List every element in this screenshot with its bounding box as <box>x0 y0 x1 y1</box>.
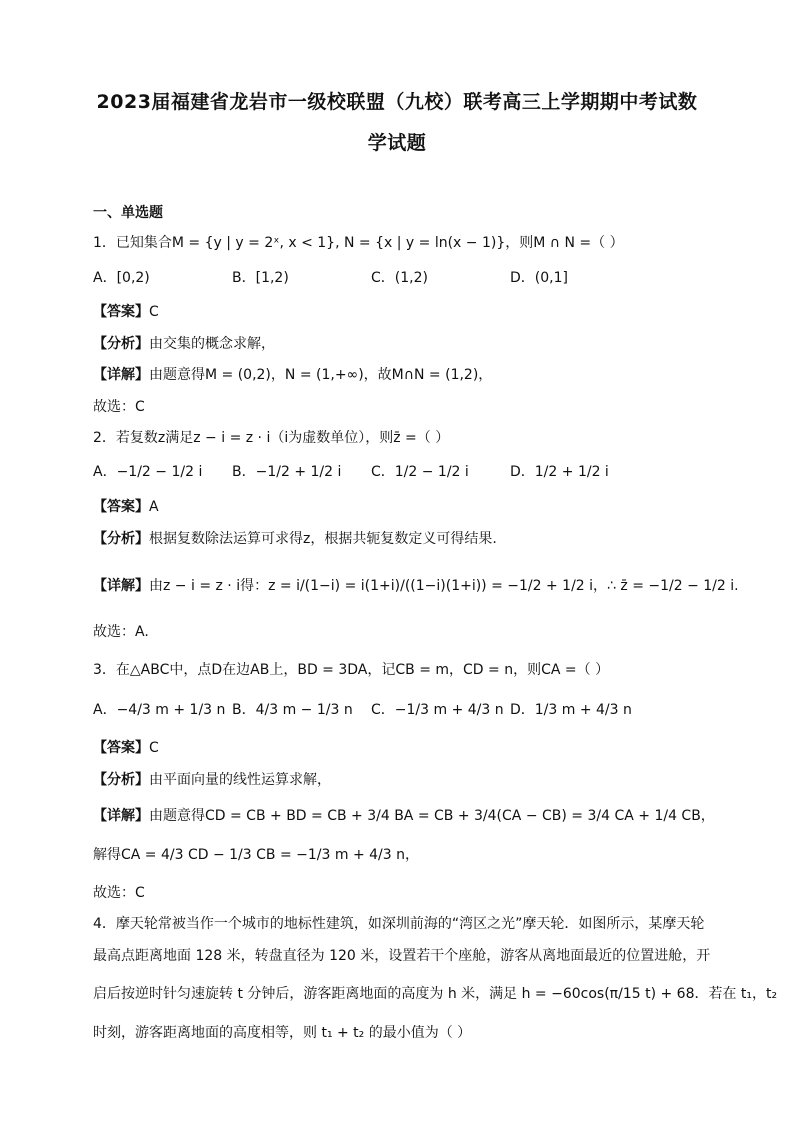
q1-choose-row <box>93 397 145 417</box>
q2-option-d: D．1/2 + 1/2 i <box>510 464 609 480</box>
q1-detail-row <box>93 365 492 385</box>
q3-detail-1: 由题意得CD = CB + BD = CB + 3/4 BA = CB + 3/4(CA − CB) = 3/4 CA + 1/4 CB， <box>149 808 715 824</box>
analysis-label: 【分析】 <box>93 772 149 788</box>
q2-option-c: C．1/2 − 1/2 i <box>371 464 469 480</box>
analysis-label: 【分析】 <box>93 336 149 352</box>
q1-option-b: B．[1,2) <box>232 270 289 286</box>
q4-line-4: 时刻，游客距离地面的高度相等，则 t₁ + t₂ 的最小值为（ ） <box>93 1025 472 1041</box>
section-heading: 一、单选题 <box>93 205 163 221</box>
q4-line-1: 4．摩天轮常被当作一个城市的地标性建筑，如深圳前海的“湾区之光”摩天轮．如图所示，某摩天轮 <box>93 916 705 932</box>
q1-answer-row <box>93 302 159 322</box>
q1-choose: C <box>135 399 145 415</box>
q3-stem: 3．在△ABC中，点D在边AB上，BD = 3DA，记CB = m，CD = n，则CA =（ ） <box>93 662 610 678</box>
q2-answer: A <box>149 499 159 515</box>
q2-stem: 2．若复数z满足z − i = z · i（i为虚数单位），则z̄ =（ ） <box>93 430 450 446</box>
q1-stem: 1．已知集合M = {y | y = 2ˣ, x < 1}, N = {x | y = ln(x − 1)}，则M ∩ N =（ ） <box>93 235 624 251</box>
answer-label: 【答案】 <box>93 740 149 756</box>
choose-label: 故选： <box>93 399 135 415</box>
q2-analysis: 根据复数除法运算可求得z，根据共轭复数定义可得结果. <box>149 531 497 547</box>
q2-choose-row <box>93 622 149 642</box>
q1-answer: C <box>149 304 159 320</box>
analysis-label: 【分析】 <box>93 531 149 547</box>
q1-option-a: A．[0,2) <box>93 270 150 286</box>
detail-label: 【详解】 <box>93 367 149 383</box>
q3-analysis: 由平面向量的线性运算求解， <box>149 772 331 788</box>
q3-option-a: A．−4/3 m + 1/3 n <box>93 702 226 718</box>
q3-detail-row <box>93 806 715 826</box>
q4-line-3: 启后按逆时针匀速旋转 t 分钟后，游客距离地面的高度为 h 米，满足 h = −60cos(π/15 t) + 68．若在 t₁，t₂ <box>93 986 778 1002</box>
q1-analysis-row <box>93 334 275 354</box>
q3-option-d: D．1/3 m + 4/3 n <box>510 702 632 718</box>
doc-title-line2: 学试题 <box>367 132 427 154</box>
q1-option-c: C．(1,2) <box>371 270 428 286</box>
q3-analysis-row <box>93 770 331 790</box>
q3-answer-row <box>93 738 159 758</box>
q2-option-a: A．−1/2 − 1/2 i <box>93 464 203 480</box>
choose-label: 故选： <box>93 885 135 901</box>
q4-line-2: 最高点距离地面 128 米，转盘直径为 120 米，设置若干个座舱，游客从离地面最近的位置进舱，开 <box>93 948 711 964</box>
q2-detail: 由z − i = z · i得：z = i/(1−i) = i(1+i)/((1−i)(1+i)) = −1/2 + 1/2 i，∴ z̄ = −1/2 − 1/2 i. <box>149 578 739 594</box>
q3-option-c: C．−1/3 m + 4/3 n <box>371 702 504 718</box>
q1-option-d: D．(0,1] <box>510 270 568 286</box>
q2-option-b: B．−1/2 + 1/2 i <box>232 464 342 480</box>
q3-answer: C <box>149 740 159 756</box>
detail-label: 【详解】 <box>93 808 149 824</box>
doc-title-line1: 2023届福建省龙岩市一级校联盟（九校）联考高三上学期期中考试数 <box>96 91 698 113</box>
q3-option-b: B．4/3 m − 1/3 n <box>232 702 353 718</box>
q2-choose: A. <box>135 624 149 640</box>
q3-choose-row <box>93 883 145 903</box>
choose-label: 故选： <box>93 624 135 640</box>
q3-detail-2: 解得CA = 4/3 CD − 1/3 CB = −1/3 m + 4/3 n， <box>93 847 419 863</box>
detail-label: 【详解】 <box>93 578 149 594</box>
answer-label: 【答案】 <box>93 304 149 320</box>
q2-detail-row <box>93 576 739 596</box>
q1-detail: 由题意得M = (0,2)，N = (1,+∞)，故M∩N = (1,2)， <box>149 367 493 383</box>
q3-choose: C <box>135 885 145 901</box>
q2-answer-row <box>93 497 159 517</box>
q1-analysis: 由交集的概念求解， <box>149 336 275 352</box>
answer-label: 【答案】 <box>93 499 149 515</box>
q2-analysis-row <box>93 529 497 549</box>
